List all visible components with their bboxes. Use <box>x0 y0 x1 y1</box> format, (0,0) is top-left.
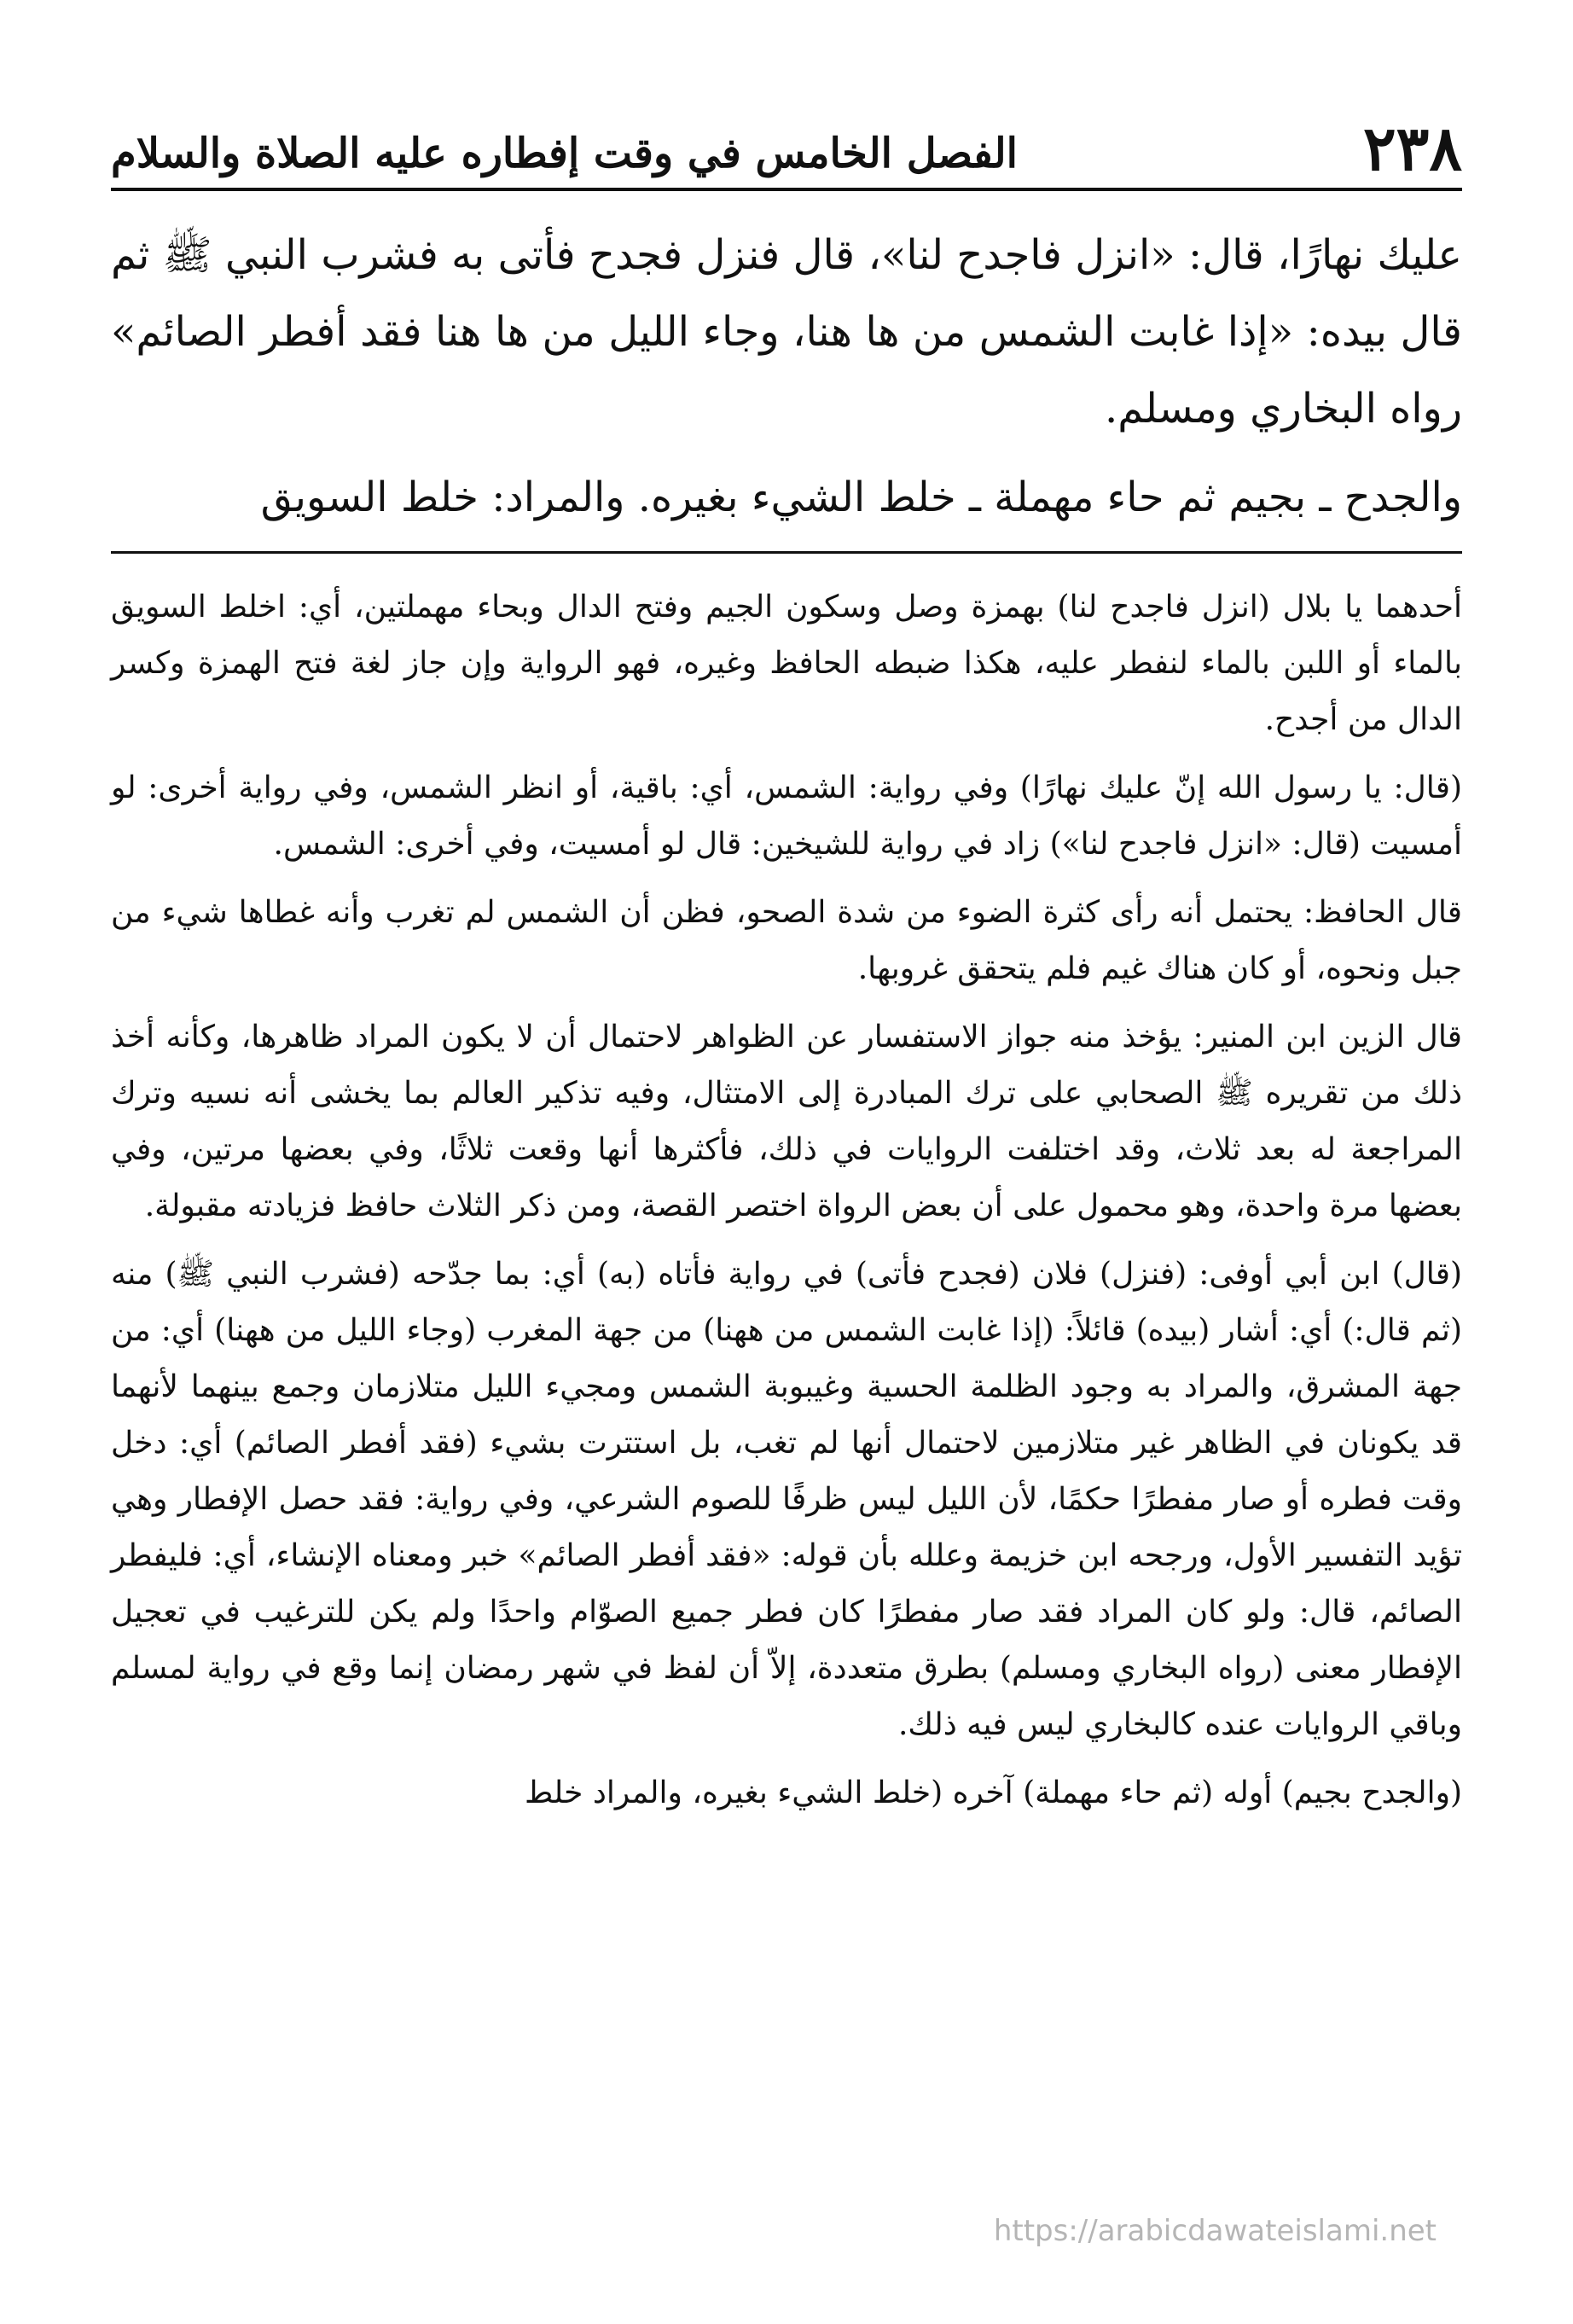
commentary-paragraph: (قال) ابن أبي أوفى: (فنزل) فلان (فجدح فأتى) في رواية فأتاه (به) أي: بما جدّحه (فشرب النبي ﷺ) منه (ثم قال:) أي: أشار (بيده) قائلاً: (إذا غابت الشمس من ههنا) من جهة المغرب (وجاء الليل من ههنا) أي: من جهة المشرق، والمراد به وجود الظلمة الحسية وغيبوبة الشمس ومجيء الليل متلازمان وجمع بينهما لأنهما قد يكونان في الظاهر غير متلازمين لاحتمال أنها لم تغب، بل استترت بشيء (فقد أفطر الصائم) أي: دخل وقت فطره أو صار مفطرًا حكمًا، لأن الليل ليس ظرفًا للصوم الشرعي، وفي رواية: فقد حصل الإفطار وهي تؤيد التفسير الأول، ورجحه ابن خزيمة وعلله بأن قوله: «فقد أفطر الصائم» خبر ومعناه الإنشاء، أي: فليفطر الصائم، قال: ولو كان المراد فقد صار مفطرًا كان فطر جميع الصوّام واحدًا ولم يكن للترغيب في تعجيل الإفطار معنى (رواه البخاري ومسلم) بطرق متعددة، إلاّ أن لفظ في شهر رمضان إنما وقع في رواية لمسلم وباقي الروايات عنده كالبخاري ليس فيه ذلك. <box>111 1257 1462 1742</box>
running-head <box>111 94 1462 191</box>
book-page <box>111 94 1462 1833</box>
page-number: ٢٣٨ <box>1362 112 1462 184</box>
commentary-paragraph: قال الحافظ: يحتمل أنه رأى كثرة الضوء من شدة الصحو، فظن أن الشمس لم تغرب وأنه غطاها شيء من جبل ونحوه، أو كان هناك غيم فلم يتحقق غروبها. <box>111 895 1462 986</box>
commentary-paragraph: (قال: يا رسول الله إنّ عليك نهارًا) وفي رواية: الشمس، أي: باقية، أو انظر الشمس، وفي رواية أخرى: لو أمسيت (قال: «انزل فاجدح لنا») زاد في رواية للشيخين: قال لو أمسيت، وفي أخرى: الشمس. <box>111 770 1462 862</box>
commentary-text <box>111 579 1462 1821</box>
main-paragraph: عليك نهارًا، قال: «انزل فاجدح لنا»، قال فنزل فجدح فأتى به فشرب النبي ﷺ ثم قال بيده: «إذا غابت الشمس من ها هنا، وجاء الليل من ها هنا فقد أفطر الصائم» رواه البخاري ومسلم. <box>111 231 1462 433</box>
chapter-title: الفصل الخامس في وقت إفطاره عليه الصلاة والسلام <box>111 130 1018 178</box>
website-watermark: https://arabicdawateislami.net <box>993 2214 1437 2248</box>
main-paragraph: والجدح ـ بجيم ثم حاء مهملة ـ خلط الشيء بغيره. والمراد: خلط السويق <box>260 474 1462 521</box>
commentary-paragraph: قال الزين ابن المنير: يؤخذ منه جواز الاستفسار عن الظواهر لاحتمال أن لا يكون المراد ظاهرها، وكأنه أخذ ذلك من تقريره ﷺ الصحابي على ترك المبادرة إلى الامتثال، وفيه تذكير العالم بما يخشى أنه نسيه وترك المراجعة له بعد ثلاث، وقد اختلفت الروايات في ذلك، فأكثرها أنها وقعت ثلاثًا، وفي بعضها مرتين، وفي بعضها مرة واحدة، وهو محمول على أن بعض الرواة اختصر القصة، ومن ذكر الثلاث حافظ فزيادته مقبولة. <box>111 1020 1462 1223</box>
commentary-paragraph: (والجدح بجيم) أوله (ثم حاء مهملة) آخره (خلط الشيء بغيره، والمراد خلط <box>525 1775 1462 1810</box>
section-divider <box>111 551 1462 554</box>
main-hadith-text <box>111 217 1462 536</box>
commentary-paragraph: أحدهما يا بلال (انزل فاجدح لنا) بهمزة وصل وسكون الجيم وفتح الدال وبحاء مهملتين، أي: اخلط السويق بالماء أو اللبن بالماء لنفطر عليه، هكذا ضبطه الحافظ وغيره، فهو الرواية وإن جاز لغة فتح الهمزة وكسر الدال من أجدح. <box>111 590 1462 737</box>
